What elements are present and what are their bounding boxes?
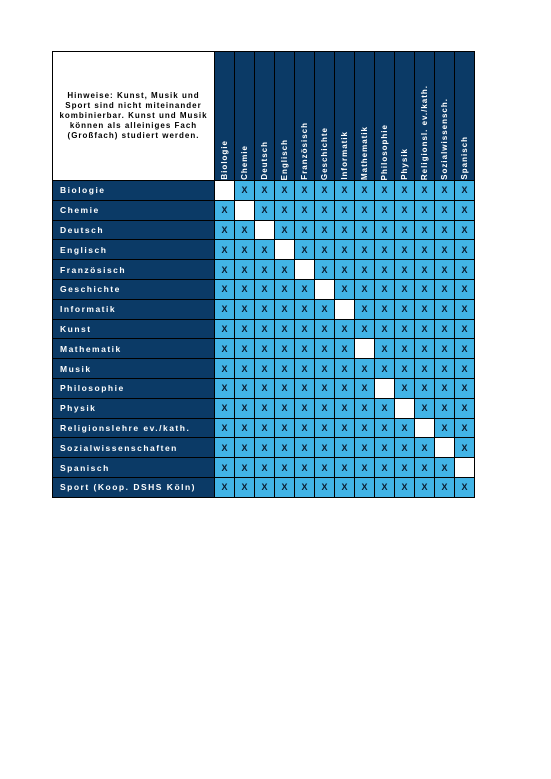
combination-mark: X [255,438,275,458]
combination-mark: X [395,220,415,240]
combination-mark: X [435,200,455,220]
combination-mark: X [315,438,335,458]
combination-mark: X [315,339,335,359]
table-row [53,200,475,220]
table-row [53,181,475,201]
combination-mark: X [275,319,295,339]
combination-mark: X [415,477,435,497]
combination-mark: X [315,378,335,398]
combination-mark: X [415,378,435,398]
combination-mark: X [455,319,475,339]
combination-mark: X [335,418,355,438]
row-header: Sozialwissenschaften [53,438,215,458]
combination-matrix [52,51,475,498]
table-row [53,299,475,319]
combination-mark: X [435,279,455,299]
combination-mark: X [355,181,375,201]
row-header: Spanisch [53,458,215,478]
combination-mark: X [355,279,375,299]
combination-mark: X [295,220,315,240]
matrix-body [53,181,475,498]
row-header: Chemie [53,200,215,220]
table-row [53,378,475,398]
combination-mark: X [375,181,395,201]
combination-mark: X [415,359,435,379]
combination-mark: X [255,240,275,260]
combination-mark: X [315,477,335,497]
combination-mark: X [415,260,435,280]
table-row [53,418,475,438]
combination-mark: X [275,260,295,280]
combination-mark: X [235,299,255,319]
column-header [395,52,415,181]
combination-mark: X [415,398,435,418]
column-header [355,52,375,181]
combination-mark: X [455,279,475,299]
empty-cell [255,220,275,240]
combination-mark: X [275,299,295,319]
combination-mark: X [215,418,235,438]
combination-mark: X [315,319,335,339]
column-header [315,52,335,181]
combination-mark: X [315,418,335,438]
table-row [53,477,475,497]
combination-mark: X [375,359,395,379]
combination-mark: X [255,200,275,220]
combination-mark: X [315,181,335,201]
combination-mark: X [395,418,415,438]
combination-mark: X [275,378,295,398]
combination-mark: X [395,240,415,260]
combination-mark: X [375,220,395,240]
combination-mark: X [355,418,375,438]
column-header [235,52,255,181]
row-header: Musik [53,359,215,379]
combination-mark: X [255,359,275,379]
combination-mark: X [275,181,295,201]
table-row [53,279,475,299]
combination-mark: X [455,220,475,240]
combination-mark: X [255,279,275,299]
combination-mark: X [455,398,475,418]
combination-mark: X [415,240,435,260]
table-row [53,458,475,478]
combination-mark: X [395,378,415,398]
combination-mark: X [295,240,315,260]
column-header [435,52,455,181]
combination-mark: X [295,319,315,339]
combination-mark: X [395,200,415,220]
combination-mark: X [295,458,315,478]
combination-mark: X [295,299,315,319]
combination-mark: X [295,359,315,379]
combination-mark: X [235,240,255,260]
column-header-label: Spanisch [460,136,469,180]
combination-mark: X [335,220,355,240]
combination-mark: X [395,260,415,280]
column-header-label: Chemie [240,145,249,180]
combination-mark: X [295,378,315,398]
combination-mark: X [395,319,415,339]
combination-mark: X [375,458,395,478]
combination-mark: X [215,477,235,497]
combination-mark: X [395,279,415,299]
combination-mark: X [435,477,455,497]
column-header [255,52,275,181]
combination-mark: X [295,438,315,458]
combination-mark: X [295,398,315,418]
combination-mark: X [215,339,235,359]
combination-mark: X [395,438,415,458]
combination-mark: X [415,438,435,458]
combination-mark: X [435,240,455,260]
row-header: Biologie [53,181,215,201]
combination-mark: X [295,279,315,299]
empty-cell [455,458,475,478]
combination-mark: X [355,477,375,497]
column-header [335,52,355,181]
combination-mark: X [415,181,435,201]
combination-mark: X [315,398,335,418]
row-header: Englisch [53,240,215,260]
combination-mark: X [435,319,455,339]
combination-mark: X [435,378,455,398]
combination-mark: X [235,418,255,438]
combination-mark: X [435,299,455,319]
combination-mark: X [315,458,335,478]
combination-mark: X [335,398,355,418]
combination-mark: X [235,181,255,201]
combination-mark: X [415,299,435,319]
column-header-label: Französisch [300,122,309,180]
column-header-label: Religionsl. ev./kath. [420,84,429,180]
combination-mark: X [435,339,455,359]
empty-cell [335,299,355,319]
combination-mark: X [415,279,435,299]
combination-mark: X [255,339,275,359]
table-row [53,319,475,339]
empty-cell [275,240,295,260]
combination-mark: X [275,398,295,418]
row-header: Physik [53,398,215,418]
combination-mark: X [255,398,275,418]
combination-mark: X [355,458,375,478]
combination-mark: X [415,220,435,240]
combination-mark: X [375,319,395,339]
combination-mark: X [455,359,475,379]
combination-mark: X [235,339,255,359]
combination-mark: X [275,279,295,299]
column-header-label: Geschichte [320,126,329,180]
combination-mark: X [235,359,255,379]
combination-mark: X [455,240,475,260]
column-header-label: Philosophie [380,123,389,180]
empty-cell [355,339,375,359]
combination-mark: X [295,181,315,201]
combination-mark: X [395,477,415,497]
combination-mark: X [355,200,375,220]
table-row [53,398,475,418]
combination-mark: X [215,359,235,379]
combination-mark: X [435,260,455,280]
combination-mark: X [215,438,235,458]
combination-mark: X [375,279,395,299]
combination-mark: X [335,240,355,260]
combination-mark: X [395,359,415,379]
combination-mark: X [275,359,295,379]
combination-mark: X [295,200,315,220]
empty-cell [235,200,255,220]
combination-mark: X [315,240,335,260]
combination-mark: X [315,359,335,379]
combination-mark: X [335,319,355,339]
combination-mark: X [455,200,475,220]
column-header-label: Deutsch [260,141,269,180]
column-header-label: Biologie [220,140,229,180]
combination-mark: X [255,458,275,478]
combination-mark: X [375,398,395,418]
table-row [53,359,475,379]
combination-mark: X [335,260,355,280]
empty-cell [375,378,395,398]
row-header: Religionslehre ev./kath. [53,418,215,438]
header-row [53,52,475,181]
combination-mark: X [235,260,255,280]
combination-mark: X [255,418,275,438]
combination-mark: X [375,260,395,280]
combination-mark: X [295,418,315,438]
combination-mark: X [215,458,235,478]
combination-mark: X [395,339,415,359]
combination-mark: X [295,339,315,359]
combination-mark: X [215,260,235,280]
combination-mark: X [255,477,275,497]
combination-mark: X [215,398,235,418]
table-row [53,240,475,260]
combination-mark: X [455,438,475,458]
empty-cell [435,438,455,458]
combination-mark: X [275,200,295,220]
combination-mark: X [255,378,275,398]
combination-mark: X [455,299,475,319]
combination-mark: X [315,220,335,240]
combination-mark: X [375,438,395,458]
column-header-label: Mathematik [360,125,369,180]
empty-cell [315,279,335,299]
combination-mark: X [335,477,355,497]
row-header: Deutsch [53,220,215,240]
column-header-label: Physik [400,148,409,180]
column-header-label: Englisch [280,138,289,180]
combination-mark: X [335,438,355,458]
combination-mark: X [335,339,355,359]
combination-mark: X [275,438,295,458]
column-header-label: Sozialwissensch. [440,98,449,180]
row-header: Informatik [53,299,215,319]
combination-mark: X [275,220,295,240]
combination-mark: X [215,279,235,299]
combination-mark: X [275,418,295,438]
combination-mark: X [435,458,455,478]
combination-mark: X [215,299,235,319]
combination-mark: X [395,299,415,319]
table-row [53,220,475,240]
table-row [53,339,475,359]
combination-mark: X [355,378,375,398]
combination-mark: X [315,200,335,220]
combination-mark: X [375,200,395,220]
column-header-label: Informatik [340,131,349,180]
column-header [455,52,475,181]
empty-cell [295,260,315,280]
combination-mark: X [355,240,375,260]
column-header [415,52,435,181]
combination-mark: X [215,200,235,220]
combination-mark: X [255,181,275,201]
combination-mark: X [255,319,275,339]
row-header: Sport (Koop. DSHS Köln) [53,477,215,497]
combination-mark: X [435,220,455,240]
combination-mark: X [335,200,355,220]
column-header [375,52,395,181]
combination-mark: X [235,378,255,398]
combination-mark: X [335,279,355,299]
combination-mark: X [375,477,395,497]
combination-mark: X [395,181,415,201]
combination-mark: X [415,458,435,478]
combination-mark: X [355,220,375,240]
combination-mark: X [335,181,355,201]
combination-mark: X [235,477,255,497]
combination-mark: X [315,260,335,280]
combination-mark: X [355,319,375,339]
empty-cell [395,398,415,418]
combination-mark: X [375,240,395,260]
combination-mark: X [455,477,475,497]
combination-mark: X [355,299,375,319]
combination-mark: X [335,378,355,398]
combination-mark: X [235,220,255,240]
combination-mark: X [435,359,455,379]
combination-mark: X [435,181,455,201]
column-header [215,52,235,181]
combination-mark: X [355,398,375,418]
combination-mark: X [235,279,255,299]
combination-mark: X [375,418,395,438]
combination-mark: X [235,458,255,478]
combination-mark: X [355,260,375,280]
combination-mark: X [415,319,435,339]
combination-mark: X [435,398,455,418]
combination-mark: X [235,438,255,458]
combination-mark: X [415,339,435,359]
combination-mark: X [355,359,375,379]
row-header: Mathematik [53,339,215,359]
hint-note: Hinweise: Kunst, Musik und Sport sind nicht miteinander kombinierbar. Kunst und Musik können als alleiniges Fach (Großfach) studiert werden. [53,52,215,181]
combination-mark: X [395,458,415,478]
empty-cell [215,181,235,201]
combination-mark: X [415,200,435,220]
combination-mark: X [295,477,315,497]
combination-mark: X [235,319,255,339]
combination-mark: X [255,260,275,280]
table-row [53,260,475,280]
column-header [275,52,295,181]
combination-mark: X [275,339,295,359]
combination-mark: X [255,299,275,319]
combination-mark: X [215,319,235,339]
combination-mark: X [355,438,375,458]
combination-mark: X [215,240,235,260]
combination-mark: X [335,458,355,478]
empty-cell [415,418,435,438]
combination-mark: X [455,181,475,201]
combination-mark: X [375,299,395,319]
combination-mark: X [315,299,335,319]
combination-mark: X [455,260,475,280]
row-header: Geschichte [53,279,215,299]
combination-mark: X [235,398,255,418]
combination-mark: X [215,378,235,398]
row-header: Französisch [53,260,215,280]
combination-mark: X [335,359,355,379]
combination-mark: X [275,458,295,478]
row-header: Philosophie [53,378,215,398]
combination-mark: X [435,418,455,438]
row-header: Kunst [53,319,215,339]
combination-mark: X [455,339,475,359]
combination-mark: X [375,339,395,359]
combination-mark: X [455,418,475,438]
combination-mark: X [215,220,235,240]
combination-mark: X [275,477,295,497]
column-header [295,52,315,181]
combination-mark: X [455,378,475,398]
table-row [53,438,475,458]
